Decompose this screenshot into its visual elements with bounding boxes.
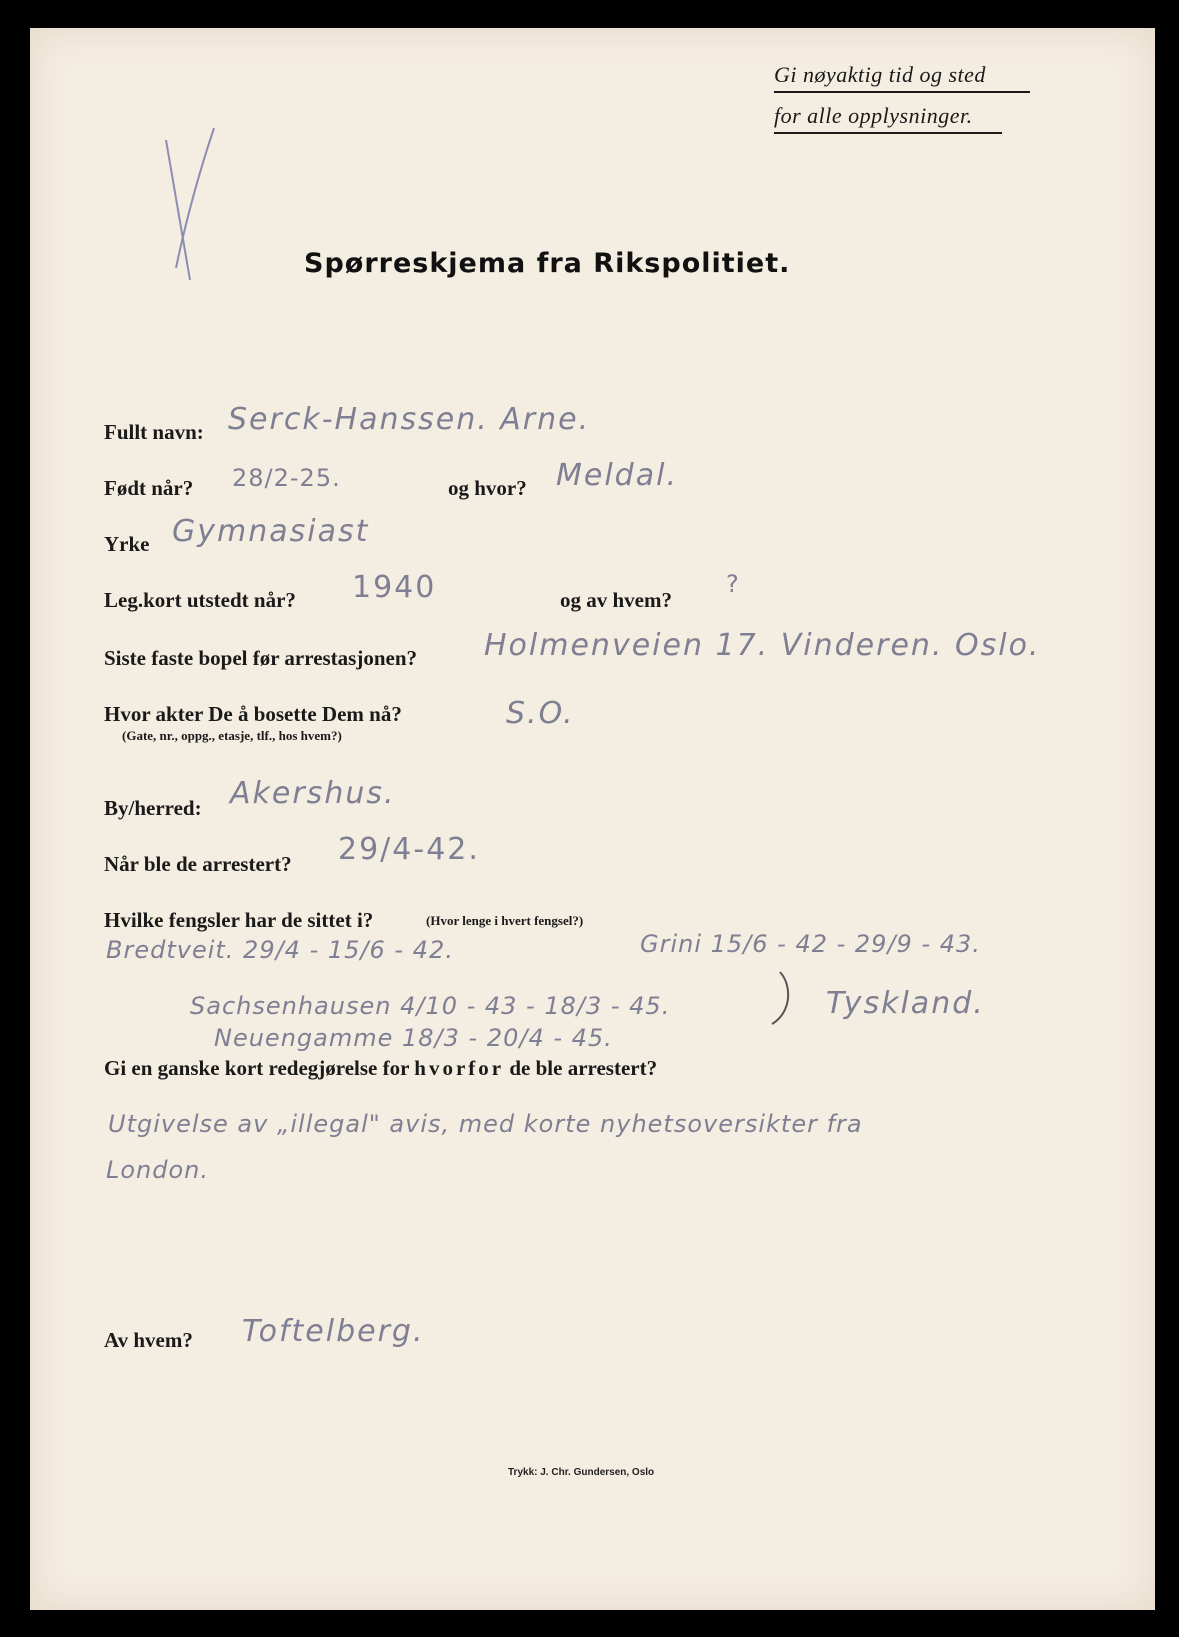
hvorfor-label-emph: hvorfor <box>414 1056 505 1080</box>
by-herred-value: Akershus. <box>230 776 396 811</box>
brace-mark <box>772 972 788 1024</box>
hvorfor-line-2: London. <box>106 1156 210 1184</box>
av-hvem-value: Toftelberg. <box>242 1314 425 1349</box>
bosette-hint: (Gate, nr., oppg., etasje, tlf., hos hvem?) <box>122 728 342 743</box>
fengsler-label: Hvilke fengsler har de sittet i? <box>104 908 374 932</box>
siste-bopel-label: Siste faste bopel før arrestasjonen? <box>104 646 418 670</box>
fodt-nar-value: 28/2-25. <box>232 464 341 492</box>
fengsler-line-1b: Grini 15/6 - 42 - 29/9 - 43. <box>640 930 981 958</box>
fodt-nar-label: Født når? <box>104 476 194 500</box>
notice-line-2: for alle opplysninger. <box>774 101 1002 134</box>
yrke-value: Gymnasiast <box>172 514 370 549</box>
hvorfor-label <box>104 1056 657 1081</box>
bosette-label: Hvor akter De å bosette Dem nå? <box>104 702 402 726</box>
og-hvor-value: Meldal. <box>556 458 678 493</box>
legkort-label: Leg.kort utstedt når? <box>104 588 296 612</box>
yrke-label: Yrke <box>104 532 150 556</box>
fengsler-line-1: Bredtveit. 29/4 - 15/6 - 42. <box>106 936 454 964</box>
fengsler-hint: (Hvor lenge i hvert fengsel?) <box>426 913 584 928</box>
arrestert-label: Når ble de arrestert? <box>104 852 292 876</box>
fullt-navn-value: Serck-Hanssen. Arne. <box>228 402 591 437</box>
av-hvem-label: Av hvem? <box>104 1328 193 1352</box>
legkort-value: 1940 <box>352 570 437 605</box>
hvorfor-label-end: de ble arrestert? <box>509 1056 658 1080</box>
og-av-hvem-value: ? <box>726 570 740 598</box>
arrestert-value: 29/4-42. <box>338 832 480 867</box>
fullt-navn-label: Fullt navn: <box>104 420 204 444</box>
fengsler-line-3: Neuengamme 18/3 - 20/4 - 45. <box>214 1024 613 1052</box>
og-av-hvem-label: og av hvem? <box>560 588 672 612</box>
hvorfor-line-1: Utgivelse av „illegal" avis, med korte nyhetsoversikter fra <box>108 1110 863 1138</box>
printer-imprint: Trykk: J. Chr. Gundersen, Oslo <box>508 1467 655 1478</box>
notice-line-1: Gi nøyaktig tid og sted <box>774 60 1030 93</box>
siste-bopel-value: Holmenveien 17. Vinderen. Oslo. <box>484 628 1041 663</box>
fengsler-line-2: Sachsenhausen 4/10 - 43 - 18/3 - 45. <box>190 992 671 1020</box>
bosette-value: S.O. <box>506 696 575 731</box>
fengsler-side-note: Tyskland. <box>826 986 985 1021</box>
by-herred-label: By/herred: <box>104 796 202 820</box>
form-title: Spørreskjema fra Rikspolitiet. <box>304 248 791 279</box>
hvorfor-label-start: Gi en ganske kort redegjørelse for <box>104 1056 410 1080</box>
og-hvor-label: og hvor? <box>448 476 527 500</box>
x-mark-stroke-2 <box>176 128 214 268</box>
